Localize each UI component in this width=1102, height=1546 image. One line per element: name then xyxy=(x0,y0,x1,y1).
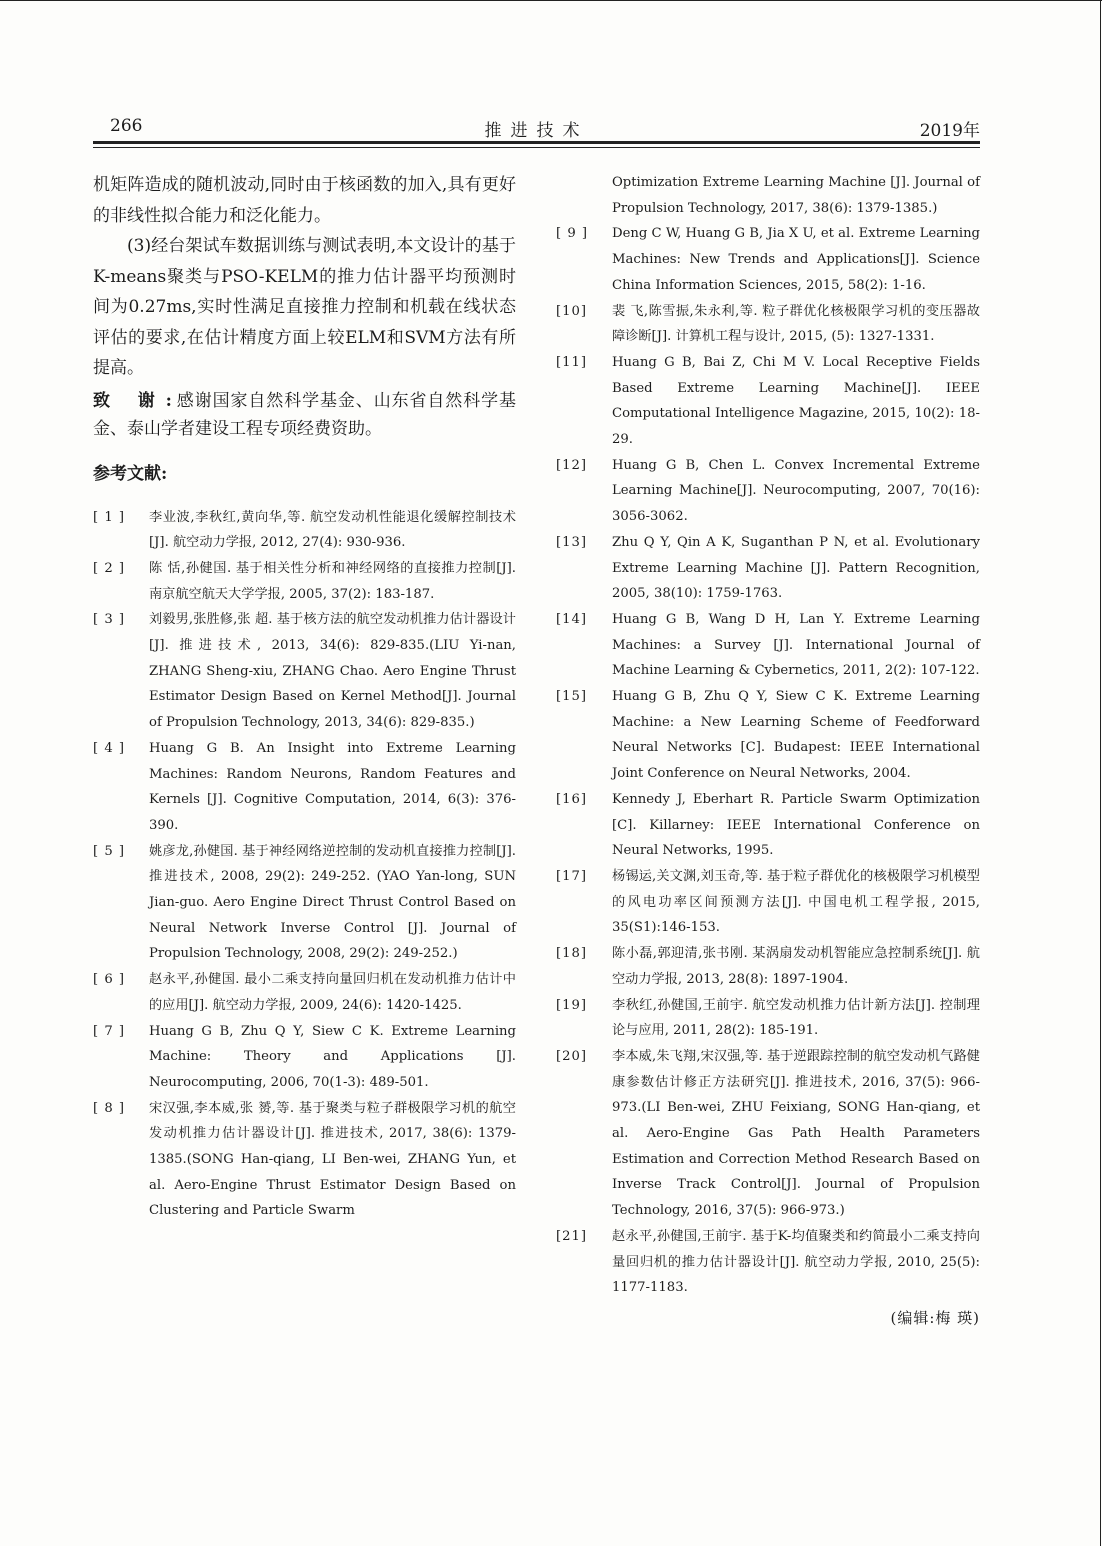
reference-item xyxy=(556,530,980,607)
reference-text: 宋汉强,李本威,张 赟,等. 基于聚类与粒子群极限学习机的航空发动机推力估计器设计[J]. 推进技术, 2017, 38(6): 1379-1385.(SONG Han-qiang, LI Ben-wei, ZHANG Yun, et al. Aero-Engine Thrust Estimator Design Based on Clustering and Particle Swarm xyxy=(149,1100,516,1219)
reference-item xyxy=(556,221,980,298)
reference-text: 陈 恬,孙健国. 基于相关性分析和神经网络的直接推力控制[J]. 南京航空航天大学学报, 2005, 37(2): 183-187. xyxy=(149,560,516,602)
reference-text: Kennedy J, Eberhart R. Particle Swarm Optimization [C]. Killarney: IEEE International Conference on Neural Networks, 1995. xyxy=(612,791,980,859)
reference-text: 姚彦龙,孙健国. 基于神经网络逆控制的发动机直接推力控制[J]. 推进技术, 2008, 29(2): 249-252. (YAO Yan-long, SUN Jian-guo. Aero Engine Direct Thrust Control Based on Neural Network Inverse Control [J]. Journal of Propulsion Technology, 2008, 29(2): 249-252.) xyxy=(149,843,516,962)
issue-year: 2019年 xyxy=(919,121,980,141)
reference-item xyxy=(93,607,516,736)
reference-number: [12] xyxy=(556,457,588,473)
editor-credit: (编辑:梅 瑛) xyxy=(890,1308,980,1327)
acknowledgement-label: 致 谢: xyxy=(93,390,182,411)
reference-number: [15] xyxy=(556,689,588,705)
reference-number: [ 3 ] xyxy=(93,612,126,628)
reference-item xyxy=(93,556,516,607)
reference-text: Huang G B, Bai Z, Chi M V. Local Receptive Fields Based Extreme Learning Machine[J]. IEEE Computational Intelligence Magazine, 2015, 10(2): 18-29. xyxy=(612,354,980,448)
reference-text: Huang G B, Zhu Q Y, Siew C K. Extreme Learning Machine: a New Learning Scheme of Feedforward Neural Networks [C]. Budapest: IEEE International Joint Conference on Neural Networks, 2004. xyxy=(612,689,980,782)
acknowledgement-text: 感谢国家自然科学基金、山东省自然科学基金、泰山学者建设工程专项经费资助。 xyxy=(93,390,517,439)
right-edge-line xyxy=(1100,0,1101,1546)
body-paragraph: 机矩阵造成的随机波动,同时由于核函数的加入,具有更好的非线性拟合能力和泛化能力。 xyxy=(93,175,516,226)
reference-item xyxy=(556,993,980,1044)
right-column xyxy=(556,170,980,1328)
top-edge-line xyxy=(0,0,1102,1)
reference-item xyxy=(93,839,516,968)
reference-number: [ 9 ] xyxy=(556,226,589,242)
reference-text: 李秋红,孙健国,王前宇. 航空发动机推力估计新方法[J]. 控制理论与应用, 2011, 28(2): 185-191. xyxy=(612,997,980,1039)
reference-text: 李本威,朱飞翔,宋汉强,等. 基于逆跟踪控制的航空发动机气路健康参数估计修正方法研究[J]. 推进技术, 2016, 37(5): 966-973.(LI Ben-wei, ZHU Feixiang, SONG Han-qiang, et al. Aero-Engine Gas Path Health Parameters Estimation and Correction Method Research Based on Inverse Track Control[J]. Journal of Propulsion Technology, 2016, 37(5): 966-973.) xyxy=(612,1048,980,1219)
reference-item xyxy=(556,170,980,221)
reference-number: [ 1 ] xyxy=(93,509,126,525)
reference-number: [19] xyxy=(556,997,588,1013)
reference-text: Huang G B. An Insight into Extreme Learning Machines: Random Neurons, Random Features and Kernels [J]. Cognitive Computation, 2014, 6(3): 376-390. xyxy=(149,740,516,833)
left-column xyxy=(93,170,516,1224)
reference-text: 杨锡运,关文渊,刘玉奇,等. 基于粒子群优化的核极限学习机模型的风电功率区间预测方法[J]. 中国电机工程学报, 2015, 35(S1):146-153. xyxy=(612,868,980,936)
reference-text: Huang G B, Wang D H, Lan Y. Extreme Learning Machines: a Survey [J]. International Journal of Machine Learning & Cybernetics, 2011, 2(2): 107-122. xyxy=(612,611,980,679)
reference-number: [ 7 ] xyxy=(93,1023,126,1039)
acknowledgement xyxy=(93,387,516,443)
reference-item xyxy=(556,453,980,530)
reference-number: [ 6 ] xyxy=(93,972,126,988)
page-header xyxy=(93,116,980,144)
reference-item xyxy=(93,967,516,1018)
reference-item xyxy=(556,1224,980,1301)
reference-item xyxy=(556,1044,980,1224)
reference-number: [21] xyxy=(556,1228,588,1244)
reference-item xyxy=(556,864,980,941)
reference-number: [ 5 ] xyxy=(93,843,126,859)
reference-text: Deng C W, Huang G B, Jia X U, et al. Extreme Learning Machines: New Trends and Applications[J]. Science China Information Sciences, 2015, 58(2): 1-16. xyxy=(612,226,980,293)
header-rule-thick xyxy=(93,141,980,144)
reference-number: [11] xyxy=(556,354,588,370)
reference-item xyxy=(93,736,516,839)
reference-list-right xyxy=(556,170,980,1301)
reference-item xyxy=(93,505,516,556)
reference-item xyxy=(93,1096,516,1225)
reference-item xyxy=(556,350,980,453)
reference-number: [18] xyxy=(556,946,588,962)
reference-number xyxy=(556,170,612,221)
reference-text: Zhu Q Y, Qin A K, Suganthan P N, et al. Evolutionary Extreme Learning Machine [J]. Pattern Recognition, 2005, 38(10): 1759-1763. xyxy=(612,534,980,602)
reference-number: [20] xyxy=(556,1048,588,1064)
reference-text: Optimization Extreme Learning Machine [J]. Journal of Propulsion Technology, 2017, 38(6): 1379-1385.) xyxy=(612,175,980,216)
body-paragraph: (3)经台架试车数据训练与测试表明,本文设计的基于K-means聚类与PSO-KELM的推力估计器平均预测时间为0.27ms,实时性满足直接推力控制和机载在线状态评估的要求,在估计精度方面上较ELM和SVM方法有所提高。 xyxy=(93,236,516,378)
reference-text: 赵永平,孙健国,王前宇. 基于K-均值聚类和约简最小二乘支持向量回归机的推力估计器设计[J]. 航空动力学报, 2010, 25(5): 1177-1183. xyxy=(612,1228,980,1296)
reference-text: 刘毅男,张胜修,张 超. 基于核方法的航空发动机推力估计器设计[J]. 推进技术, 2013, 34(6): 829-835.(LIU Yi-nan, ZHANG Sheng-xiu, ZHANG Chao. Aero Engine Thrust Estimator Design Based on Kernel Method[J]. Journal of Propulsion Technology, 2013, 34(6): 829-835.) xyxy=(149,612,516,731)
reference-item xyxy=(556,684,980,787)
reference-number: [14] xyxy=(556,611,588,627)
references-title: 参考文献: xyxy=(93,463,168,484)
reference-number: [13] xyxy=(556,534,588,550)
reference-text: 裴 飞,陈雪振,朱永利,等. 粒子群优化核极限学习机的变压器故障诊断[J]. 计算机工程与设计, 2015, (5): 1327-1331. xyxy=(612,303,980,345)
header-rule-thin xyxy=(93,147,980,148)
reference-text: 赵永平,孙健国. 最小二乘支持向量回归机在发动机推力估计中的应用[J]. 航空动力学报, 2009, 24(6): 1420-1425. xyxy=(149,972,516,1013)
reference-number: [16] xyxy=(556,791,588,807)
reference-number: [ 8 ] xyxy=(93,1100,126,1116)
reference-item xyxy=(556,787,980,864)
reference-text: 李业波,李秋红,黄向华,等. 航空发动机性能退化缓解控制技术[J]. 航空动力学报, 2012, 27(4): 930-936. xyxy=(149,509,516,551)
reference-item xyxy=(556,299,980,350)
reference-text: Huang G B, Chen L. Convex Incremental Extreme Learning Machine[J]. Neurocomputing, 2007, 70(16): 3056-3062. xyxy=(612,457,980,525)
reference-list-left xyxy=(93,505,516,1225)
reference-number: [ 4 ] xyxy=(93,740,126,756)
page-number: 266 xyxy=(110,116,143,136)
reference-item xyxy=(93,1019,516,1096)
reference-item xyxy=(556,941,980,992)
reference-text: 陈小磊,郭迎清,张书刚. 某涡扇发动机智能应急控制系统[J]. 航空动力学报, 2013, 28(8): 1897-1904. xyxy=(612,946,980,987)
reference-item xyxy=(556,607,980,684)
reference-number: [17] xyxy=(556,868,588,884)
reference-text: Huang G B, Zhu Q Y, Siew C K. Extreme Learning Machine: Theory and Applications [J]. Neurocomputing, 2006, 70(1-3): 489-501. xyxy=(149,1023,516,1090)
journal-name: 推进技术 xyxy=(484,121,589,141)
reference-number: [ 2 ] xyxy=(93,560,126,576)
reference-number: [10] xyxy=(556,303,588,319)
